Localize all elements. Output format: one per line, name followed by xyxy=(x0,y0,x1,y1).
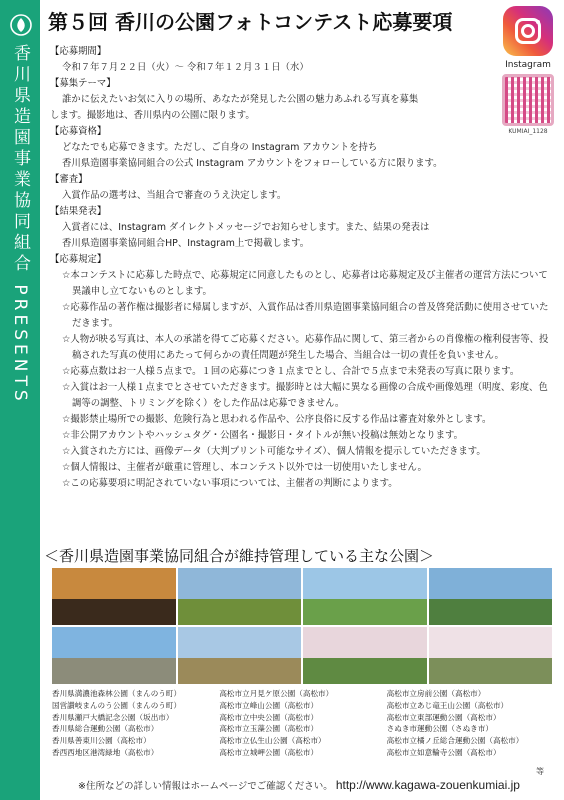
rules-heading: 【応募規定】 xyxy=(50,254,107,265)
photo-sunset-park xyxy=(52,568,176,625)
period-heading: 【応募期間】 xyxy=(50,46,107,57)
judging-text: 入賞作品の選考は、当組合で審査のうえ決定します。 xyxy=(62,190,287,201)
park-list xyxy=(52,688,552,759)
rule-item: ☆個人情報は、主催者が厳重に管理し、本コンテスト以外では一切使用いたしません。 xyxy=(62,462,427,473)
rule-item: ☆応募点数はお一人様５点まで。１回の応募につき１点までとし、合計で５点まで未発表の写真に限ります。 xyxy=(62,366,520,377)
instagram-account-id: KUMIAI_1128 xyxy=(508,128,548,135)
eligibility-text-cont: 香川県造園事業協同組合の公式 Instagram アカウントをフォローしている方に限ります。 xyxy=(62,158,443,169)
park-list-item: 高松市立中央公園（高松市） xyxy=(219,712,319,722)
park-list-item: 高松市立橘ノ丘総合運動公園（高松市） xyxy=(386,736,524,746)
park-list-item: 高松市立如意輪寺公園（高松市） xyxy=(386,747,501,757)
rule-item: ☆非公開アカウントやハッシュタグ・公園名・撮影日・タイトルが無い投稿は無効となります。 xyxy=(62,430,463,441)
instagram-label: Instagram xyxy=(505,60,551,70)
theme-heading: 【募集テーマ】 xyxy=(50,78,116,89)
park-list-item: 国営讃岐まんのう公園（まんのう町） xyxy=(52,700,182,710)
park-list-item: 香川県善東川公園（高松市） xyxy=(52,736,151,746)
results-text-cont: 香川県造園事業協同組合HP、Instagram上で掲載します。 xyxy=(62,238,310,249)
park-list-item: 高松市立房前公園（高松市） xyxy=(386,689,486,698)
park-list-item: 高松市立峰山公園（高松市） xyxy=(219,700,319,710)
photo-cherry-blossom xyxy=(303,627,427,684)
qr-code-icon[interactable] xyxy=(502,74,554,126)
park-list-item: 香西西地区港湾緑地（高松市） xyxy=(52,747,159,757)
park-list-item: 香川県総合運動公園（高松市） xyxy=(52,724,159,734)
instagram-panel xyxy=(500,6,556,135)
etc-label: 等 xyxy=(536,767,544,776)
rule-item: ☆人物が映る写真は、本人の承諾を得てご応募ください。応募作品に関して、第三者からの肖像権の権利侵害等、投稿された写真の使用にあたって何らかの責任問題が発生した場合、当組合は一切の責任を負いません。 xyxy=(62,334,549,361)
photo-sports-field xyxy=(303,568,427,625)
rule-item: ☆本コンテストに応募した時点で、応募規定に同意したものとし、応募者は応募規定及び主催者の運営方法について異議申し立てないものとします。 xyxy=(62,270,548,297)
park-list-item: 高松市立仏生山公園（高松市） xyxy=(219,736,326,746)
presenter-vertical-text: 香川県造園事業協同組合 PRESENTS xyxy=(10,44,30,405)
park-list-item: さぬき市運動公園（さぬき市） xyxy=(386,724,493,734)
rule-item: ☆応募作品の著作権は撮影者に帰属しますが、入賞作品は香川県造園事業協同組合の普及啓発活動に使用させていただきます。 xyxy=(62,302,549,329)
photo-pond-park xyxy=(429,568,553,625)
footer xyxy=(78,778,520,792)
photo-cherry-river xyxy=(429,627,553,684)
union-logo-icon xyxy=(10,14,32,36)
park-list-item: 高松市立あじ竜王山公園（高松市） xyxy=(386,700,509,710)
eligibility-heading: 【応募資格】 xyxy=(50,126,107,137)
judging-heading: 【審査】 xyxy=(50,174,88,185)
footer-note: ※住所などの詳しい情報はホームページでご確認ください。 xyxy=(78,781,333,792)
period-text: 令和７年７月２２日（火）～ 令和７年１２月３１日（水） xyxy=(62,62,309,73)
rule-item: ☆この応募要項に明記されていない事項については、主催者の判断によります。 xyxy=(62,478,398,489)
park-list-item: 高松市立東部運動公園（高松市） xyxy=(386,712,501,722)
results-text: 入賞者には、Instagram ダイレクトメッセージでお知らせします。また、結果の発表は xyxy=(62,222,430,233)
rule-item: ☆撮影禁止場所での撮影、危険行為と思われる作品や、公序良俗に反する作品は審査対象外とします。 xyxy=(62,414,492,425)
parks-heading: ＜香川県造園事業協同組合が維持管理している主な公園＞ xyxy=(44,547,435,565)
rule-item: ☆入賞された方には、画像データ（大判プリント可能なサイズ）、個人情報を提示していただきます。 xyxy=(62,446,486,457)
results-heading: 【結果発表】 xyxy=(50,206,107,217)
photo-tower-park xyxy=(178,627,302,684)
park-list-item: 香川県満濃池森林公園（まんのう町） xyxy=(52,689,182,698)
park-list-item: 香川県瀬戸大橋記念公園（坂出市） xyxy=(52,712,174,722)
instagram-icon[interactable] xyxy=(503,6,553,56)
website-link[interactable]: http://www.kagawa-zouenkumiai.jp xyxy=(335,778,520,792)
rule-item: ☆入賞はお一人様１点までとさせていただきます。撮影時とは大幅に異なる画像の合成や画像処理（明度、彩度、色調等の調整、トリミングを除く）をした作品は応募できません。 xyxy=(62,382,548,409)
park-list-item: 高松市立月見ケ原公園（高松市） xyxy=(219,689,334,698)
photo-castle xyxy=(52,627,176,684)
eligibility-text: どなたでも応募できます。ただし、ご自身の Instagram アカウントを持ち xyxy=(62,142,378,153)
page-title: 第５回 香川の公園フォトコンテスト応募要項 xyxy=(48,10,453,34)
park-list-item: 高松市立城岬公園（高松市） xyxy=(219,747,319,757)
theme-text: 誰かに伝えたいお気に入りの場所、あなたが発見した公園の魅力あふれる写真を募集 xyxy=(62,94,419,105)
sidebar-band xyxy=(0,0,40,800)
theme-text-cont: します。撮影地は、香川県内の公園に限ります。 xyxy=(50,110,255,121)
park-photo-grid xyxy=(52,568,552,684)
photo-green-hill xyxy=(178,568,302,625)
park-list-item: 高松市立玉藻公園（高松市） xyxy=(219,724,319,734)
